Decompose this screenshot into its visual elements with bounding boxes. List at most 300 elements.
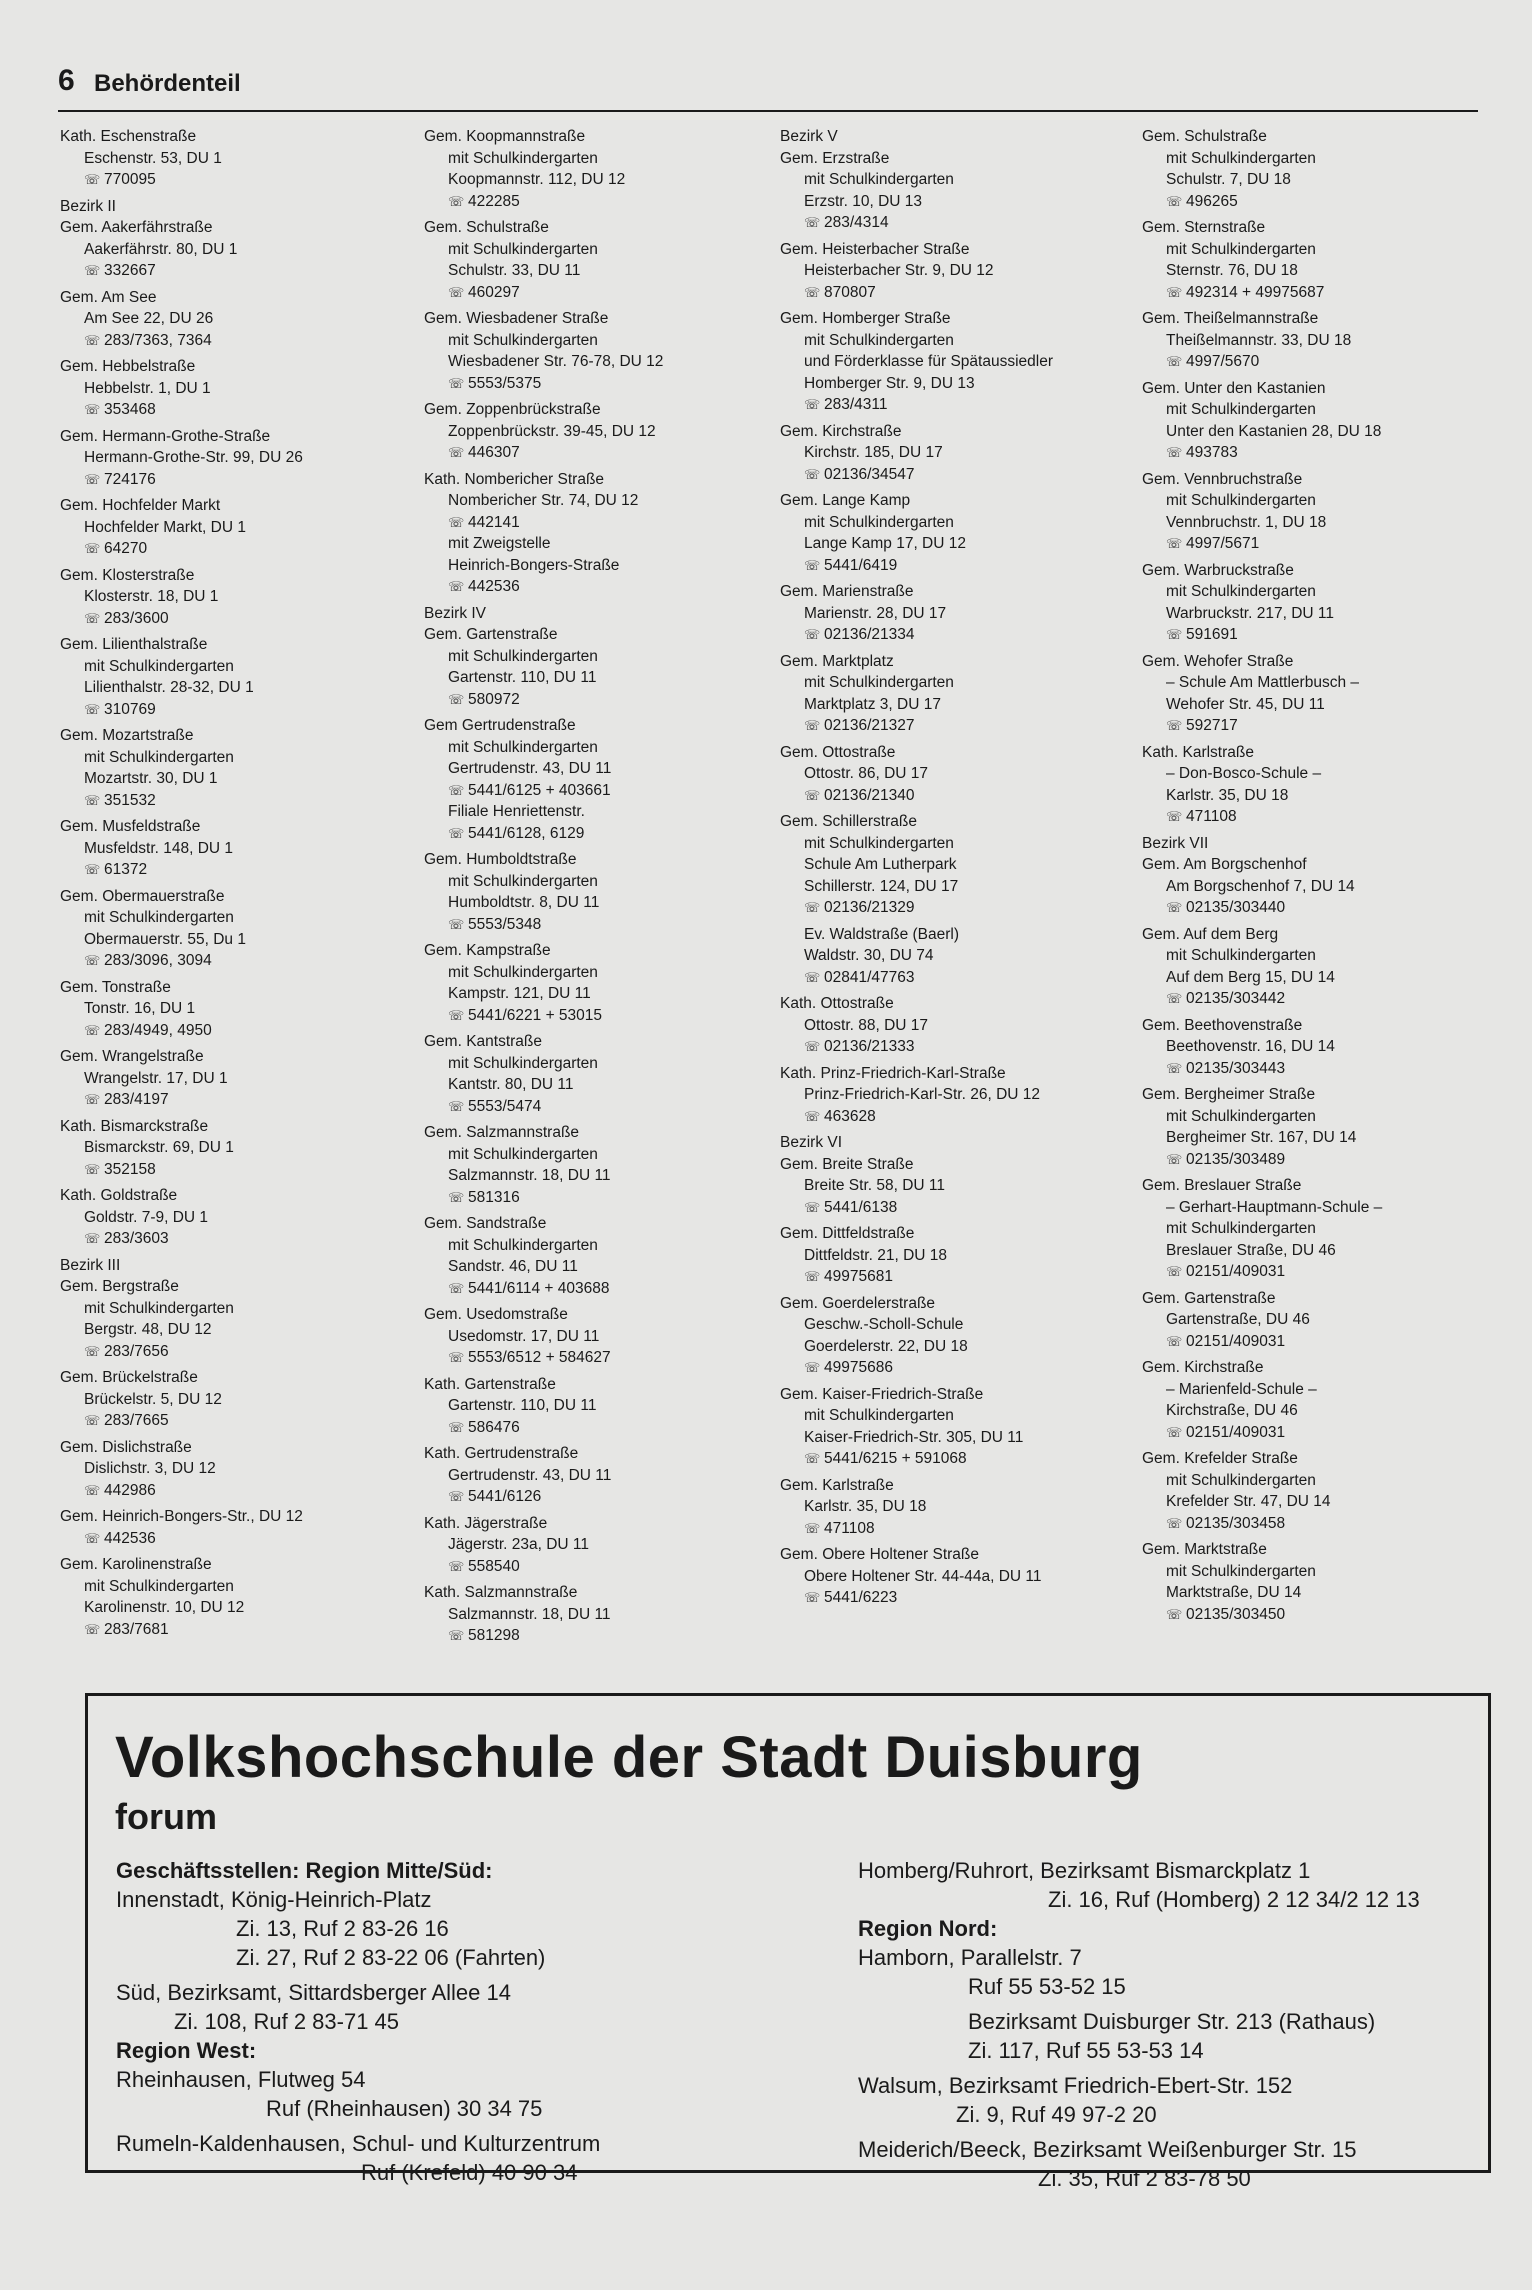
telephone-icon: ☏ [84,610,101,626]
school-entry [424,849,754,935]
school-entry [60,816,390,881]
telephone-icon: ☏ [84,1530,101,1546]
telephone-icon: ☏ [84,541,101,556]
address-line: Karlstr. 35, DU 18 [804,1498,927,1515]
office-line: Zi. 13, Ruf 2 83-26 16 [236,1916,449,1941]
phone-number: 581316 [468,1188,520,1206]
address-line: Karlstr. 35, DU 18 [1166,786,1289,804]
school-name: Gem. Kirchstraße [780,422,902,440]
telephone-icon: ☏ [84,862,101,877]
school-entry [780,421,1110,486]
school-name: Gem. Kirchstraße [1142,1359,1264,1376]
phone-number: 4997/5671 [1186,535,1260,552]
address-line: Hebbelstr. 1, DU 1 [84,379,211,397]
address-line: mit Schulkindergarten [84,1577,234,1595]
telephone-icon: ☏ [804,1039,821,1054]
phone-number: 283/4314 [824,214,889,231]
phone-line [780,785,1110,807]
school-entry [424,126,754,212]
phone-number: 591691 [1186,626,1238,643]
address-line: mit Schulkindergarten [84,909,234,926]
phone-number: 283/7665 [104,1412,169,1429]
telephone-icon: ☏ [804,284,821,300]
phone-number: 463628 [824,1107,876,1125]
phone-number: 283/7656 [104,1342,169,1360]
school-name: Kath. Bismarckstraße [60,1117,209,1135]
school-entry [1142,924,1472,1010]
telephone-icon: ☏ [804,900,821,915]
address-line: mit Schulkindergarten [1166,1107,1316,1125]
address-line: Beethovenstr. 16, DU 14 [1166,1038,1335,1055]
school-entry [1142,560,1472,646]
phone-number: 283/3603 [104,1230,169,1247]
school-entry [780,1223,1110,1288]
school-entry [1142,1448,1472,1534]
phone-number: 283/7363, 7364 [104,331,212,349]
school-name: Gem. Am See [60,288,157,306]
address-line: Goldstr. 7-9, DU 1 [84,1208,209,1226]
address-line: mit Schulkindergarten [448,1054,598,1072]
phone-line [1142,351,1472,373]
school-entry [780,239,1110,304]
telephone-icon: ☏ [448,1280,465,1296]
office-line: Innenstadt, König-Heinrich-Platz [116,1887,432,1912]
school-entry [424,624,754,710]
address-line: – Don-Bosco-Schule – [1166,765,1322,782]
telephone-icon: ☏ [1166,809,1183,824]
telephone-icon: ☏ [1166,900,1183,915]
phone-number: 5441/6128, 6129 [468,824,585,842]
school-name: Gem. Usedomstraße [424,1306,568,1323]
phone-number: 5441/6223 [824,1589,898,1606]
school-entry [60,217,390,282]
phone-line [424,512,754,534]
address-line: Jägerstr. 23a, DU 11 [448,1536,590,1553]
school-entry [60,126,390,191]
phone-number: 283/3096, 3094 [104,952,212,969]
phone-number: 770095 [104,171,156,188]
school-name: Gem. Dislichstraße [60,1438,192,1456]
telephone-icon: ☏ [448,193,465,209]
phone-number: 5553/5375 [468,374,542,392]
phone-line [1142,624,1472,646]
phone-line [424,373,754,395]
telephone-icon: ☏ [804,787,821,803]
school-entry [60,565,390,630]
telephone-icon: ☏ [448,1489,465,1504]
school-entry [60,1185,390,1250]
school-entry [60,634,390,720]
school-name: Kath. Jägerstraße [424,1514,548,1532]
school-entry [780,993,1110,1058]
school-name: Kath. Salzmannstraße [424,1584,578,1601]
address-line: Wehofer Str. 45, DU 11 [1166,695,1325,713]
telephone-icon: ☏ [1166,1606,1183,1622]
school-entry [1142,1084,1472,1170]
address-line: Heisterbacher Str. 9, DU 12 [804,262,994,279]
address-line: mit Schulkindergarten [448,647,598,665]
telephone-icon: ☏ [1166,445,1183,460]
telephone-icon: ☏ [448,825,465,841]
address-line: Ottostr. 88, DU 17 [804,1016,929,1034]
telephone-icon: ☏ [804,1108,821,1124]
address-line: Kirchstraße, DU 46 [1166,1402,1298,1419]
telephone-icon: ☏ [84,1022,101,1038]
address-line: Breslauer Straße, DU 46 [1166,1241,1336,1259]
phone-number: 283/7681 [104,1620,169,1638]
phone-line [60,608,390,630]
office-line: Zi. 108, Ruf 2 83-71 45 [174,2009,400,2034]
school-name: Gem. Marktstraße [1142,1541,1267,1558]
phone-line [60,260,390,282]
vhs-subtitle: forum [115,1796,217,1837]
address-line: Usedomstr. 17, DU 11 [448,1327,600,1345]
phone-number: 02135/303442 [1186,990,1286,1007]
phone-number: 02135/303450 [1186,1605,1286,1623]
address-line: Brückelstr. 5, DU 12 [84,1390,222,1408]
address-line: – Schule Am Mattlerbusch – [1166,674,1359,691]
address-line: Mozartstr. 30, DU 1 [84,770,218,787]
phone-number: 492314 + 49975687 [1186,283,1325,301]
phone-number: 460297 [468,283,520,301]
phone-number: 592717 [1186,717,1238,734]
address-line: mit Schulkindergarten [1166,149,1316,167]
school-entry [424,1374,754,1439]
school-name: Gem. Hochfelder Markt [60,497,221,514]
address-line: Gartenstr. 110, DU 11 [448,1397,597,1414]
telephone-icon: ☏ [84,1482,101,1498]
address-line: Gartenstr. 110, DU 11 [448,669,597,686]
address-line: Bergstr. 48, DU 12 [84,1321,212,1338]
phone-number: 493783 [1186,444,1238,461]
phone-number: 02151/409031 [1186,1423,1286,1441]
address-line: mit Schulkindergarten [448,963,598,981]
phone-number: 351532 [104,791,156,809]
telephone-icon: ☏ [84,1343,101,1359]
telephone-icon: ☏ [804,1590,821,1605]
telephone-icon: ☏ [1166,1515,1183,1531]
phone-number: 5441/6419 [824,556,898,574]
school-name: Gem. Kaiser-Friedrich-Straße [780,1385,984,1403]
address-line: Kirchstr. 185, DU 17 [804,444,943,461]
address-line: Marienstr. 28, DU 17 [804,604,947,622]
phone-line [780,212,1110,234]
phone-line [1142,1604,1472,1626]
address-line: Schillerstr. 124, DU 17 [804,877,959,895]
school-entry [424,217,754,303]
telephone-icon: ☏ [804,215,821,230]
phone-line [1142,806,1472,828]
phone-number: 5441/6114 + 403688 [468,1279,610,1297]
school-name: Kath. Ottostraße [780,995,894,1012]
phone-line [424,1005,754,1027]
school-entry [780,1063,1110,1128]
phone-line [60,469,390,491]
telephone-icon: ☏ [1166,1424,1183,1440]
address-line: Lilienthalstr. 28-32, DU 1 [84,679,254,696]
school-name: Gem. Lange Kamp [780,492,911,509]
telephone-icon: ☏ [84,1413,101,1428]
school-entry [1142,1288,1472,1353]
address-line: mit Schulkindergarten [1166,401,1316,418]
telephone-icon: ☏ [448,579,465,594]
phone-number: 5441/6138 [824,1198,898,1216]
school-entry [424,1213,754,1299]
phone-line [60,790,390,812]
address-line: Schulstr. 7, DU 18 [1166,171,1291,188]
address-line: Warbruckstr. 217, DU 11 [1166,604,1334,622]
school-entry [60,886,390,972]
school-name: Gem. Warbruckstraße [1142,561,1294,579]
address-line: Humboldtstr. 8, DU 11 [448,894,600,911]
school-entry [60,1276,390,1362]
telephone-icon: ☏ [84,1092,101,1107]
telephone-icon: ☏ [448,1628,465,1643]
page-header [58,64,1478,112]
phone-number: 4997/5670 [1186,353,1260,370]
telephone-icon: ☏ [84,1231,101,1246]
address-line: Bergheimer Str. 167, DU 14 [1166,1129,1357,1146]
region-heading: Region Nord: [858,1916,998,1941]
school-name: Gem. Heinrich-Bongers-Str., DU 12 [60,1508,303,1525]
phone-line [1142,1513,1472,1535]
school-name: Gem. Kampstraße [424,942,551,959]
address-line: Erzstr. 10, DU 13 [804,192,923,210]
address-line: Homberger Str. 9, DU 13 [804,374,975,392]
telephone-icon: ☏ [84,701,101,717]
telephone-icon: ☏ [84,471,101,487]
phone-number: 471108 [1186,808,1237,825]
school-name: Kath. Goldstraße [60,1187,178,1204]
vhs-offices-left [116,1856,796,2187]
school-entry [1142,469,1472,555]
phone-number: 724176 [104,470,156,488]
school-name: Kath. Karlstraße [1142,743,1254,761]
phone-line [60,1159,390,1181]
phone-line [780,967,1110,989]
phone-line [424,1096,754,1118]
district-heading: Bezirk VII [1142,834,1209,852]
telephone-icon: ☏ [1166,284,1183,300]
school-name: Gem Gertrudenstraße [424,717,576,734]
school-name: Kath. Gertrudenstraße [424,1445,579,1462]
address-line: Theißelmannstr. 33, DU 18 [1166,331,1352,349]
school-name: Gem. Klosterstraße [60,566,195,584]
phone-line [780,1587,1110,1609]
phone-line [424,442,754,464]
school-entry [780,811,1110,919]
school-entry [60,1367,390,1432]
school-entry [1142,651,1472,737]
phone-line [780,1197,1110,1219]
school-name: Gem. Auf dem Berg [1142,925,1279,943]
telephone-icon: ☏ [1166,193,1183,209]
address-line: mit Schulkindergarten [804,674,954,691]
school-entry [60,287,390,352]
school-entry [60,1116,390,1181]
school-name: Gem. Heisterbacher Straße [780,240,970,258]
school-name: Gem. Breite Straße [780,1155,914,1173]
school-name: Gem. Salzmannstraße [424,1124,580,1141]
school-entry [1142,854,1472,919]
school-name: Gem. Goerdelerstraße [780,1294,936,1312]
address-line: Krefelder Str. 47, DU 14 [1166,1493,1331,1510]
phone-line [780,282,1110,304]
school-entry [780,742,1110,807]
school-name: Gem. Aakerfährstraße [60,219,213,236]
address-line: Geschw.-Scholl-Schule [804,1316,964,1333]
school-name: Gem. Zoppenbrückstraße [424,401,601,418]
address-line: Sternstr. 76, DU 18 [1166,262,1298,279]
telephone-icon: ☏ [1166,1264,1183,1279]
school-entry [424,715,754,844]
address-line: Aakerfährstr. 80, DU 1 [84,240,238,258]
school-name: Gem. Wehofer Straße [1142,652,1294,670]
phone-number: 02151/409031 [1186,1263,1286,1280]
address-line: mit Schulkindergarten [448,872,598,890]
school-entry [424,1582,754,1647]
telephone-icon: ☏ [448,284,465,300]
school-entry [60,1554,390,1640]
address-line: mit Schulkindergarten [1166,240,1316,258]
office-line: Süd, Bezirksamt, Sittardsberger Allee 14 [116,1980,511,2005]
telephone-icon: ☏ [1166,354,1183,369]
vhs-offices-right [858,1856,1468,2193]
school-name: Gem. Bergstraße [60,1278,179,1295]
school-name: Kath. Nombericher Straße [424,470,605,488]
school-entry [1142,1539,1472,1625]
telephone-icon: ☏ [448,691,465,707]
phone-number: 471108 [824,1519,875,1537]
address-line: Nombericher Str. 74, DU 12 [448,492,639,509]
office-line: Walsum, Bezirksamt Friedrich-Ebert-Str. 152 [858,2073,1293,2098]
school-name: Gem. Ottostraße [780,743,896,761]
school-entry [60,1506,390,1549]
phone-number: 02136/34547 [824,465,915,483]
phone-line [60,950,390,972]
address-line: mit Schulkindergarten [448,1236,598,1254]
phone-number: 496265 [1186,192,1238,210]
school-entry [1142,1015,1472,1080]
address-line: Am Borgschenhof 7, DU 14 [1166,877,1355,895]
office-line: Ruf (Krefeld) 40 90 34 [361,2160,578,2185]
office-line: Rumeln-Kaldenhausen, Schul- und Kulturzentrum [116,2131,601,2156]
address-line: mit Schulkindergarten [84,748,234,766]
address-line: Marktplatz 3, DU 17 [804,695,941,713]
address-line: mit Schulkindergarten [448,331,598,349]
phone-line [1142,442,1472,464]
phone-number: 49975686 [824,1359,893,1376]
address-line: Wrangelstr. 17, DU 1 [84,1069,228,1087]
school-name: Gem. Breslauer Straße [1142,1177,1302,1194]
school-entry [424,399,754,464]
address-line: Salzmannstr. 18, DU 11 [448,1167,611,1184]
school-entry [424,1443,754,1508]
phone-number: 283/4197 [104,1091,169,1108]
school-name: Gem. Obere Holtener Straße [780,1546,979,1563]
phone-number: 02135/303489 [1186,1150,1286,1168]
phone-line [424,1556,754,1578]
address-line: Unter den Kastanien 28, DU 18 [1166,422,1382,440]
phone-line [780,1448,1110,1470]
school-entry [424,308,754,394]
phone-number: 580972 [468,690,520,708]
phone-number: 5553/6512 + 584627 [468,1349,611,1366]
school-name: Gem. Humboldtstraße [424,851,577,868]
directory-column-1 [60,126,390,1645]
phone-line [424,1417,754,1439]
phone-line [60,859,390,881]
address-line: Waldstr. 30, DU 74 [804,947,934,964]
address-line: mit Schulkindergarten [84,657,234,675]
school-entry [60,977,390,1042]
phone-line [1142,715,1472,737]
address-line: Dittfeldstr. 21, DU 18 [804,1246,948,1264]
phone-line [780,897,1110,919]
address-line: mit Schulkindergarten [84,1299,234,1317]
school-entry [780,1154,1110,1219]
office-line: Zi. 35, Ruf 2 83-78 50 [1038,2166,1251,2191]
phone-number: 870807 [824,283,876,301]
telephone-icon: ☏ [448,1189,465,1205]
address-line: Eschenstr. 53, DU 1 [84,149,222,167]
phone-number: 558540 [468,1557,520,1575]
school-entry [780,1384,1110,1470]
phone-number: 422285 [468,192,520,210]
telephone-icon: ☏ [804,557,821,573]
phone-number: 02151/409031 [1186,1332,1286,1350]
phone-line [424,914,754,936]
school-entry [424,1304,754,1369]
address-line: mit Schulkindergarten [804,1407,954,1424]
address-line: Auf dem Berg 15, DU 14 [1166,968,1335,986]
address-line: Kampstr. 121, DU 11 [448,985,591,1002]
telephone-icon: ☏ [448,1558,465,1574]
telephone-icon: ☏ [448,1419,465,1435]
address-line: mit Schulkindergarten [804,513,954,531]
phone-number: 442536 [104,1529,156,1547]
phone-line [1142,1422,1472,1444]
address-line: mit Schulkindergarten [1166,583,1316,600]
address-line: Sandstr. 46, DU 11 [448,1258,578,1275]
office-line: Meiderich/Beeck, Bezirksamt Weißenburger Str. 15 [858,2137,1357,2162]
school-entry [1142,378,1472,464]
address-line: Heinrich-Bongers-Straße [448,556,620,574]
phone-number: 61372 [104,861,148,878]
school-name: Gem. Musfeldstraße [60,818,201,835]
phone-number: 5553/5474 [468,1097,542,1115]
address-line: Hermann-Grothe-Str. 99, DU 26 [84,449,303,466]
school-name: Gem. Wrangelstraße [60,1048,204,1065]
address-line: Salzmannstr. 18, DU 11 [448,1605,611,1623]
school-entry [1142,308,1472,373]
address-line: Marktstraße, DU 14 [1166,1584,1302,1601]
school-entry [60,426,390,491]
phone-number: 353468 [104,401,156,418]
telephone-icon: ☏ [804,1360,821,1375]
address-line: Lange Kamp 17, DU 12 [804,535,966,552]
phone-number: 02136/21327 [824,717,915,734]
telephone-icon: ☏ [84,332,101,348]
phone-line [1142,533,1472,555]
phone-line [780,1036,1110,1058]
school-name: Gem. Bergheimer Straße [1142,1086,1316,1103]
school-entry [60,1437,390,1502]
telephone-icon: ☏ [1166,718,1183,733]
school-entry [424,1122,754,1208]
school-entry [780,924,1110,989]
school-entry [424,1513,754,1578]
